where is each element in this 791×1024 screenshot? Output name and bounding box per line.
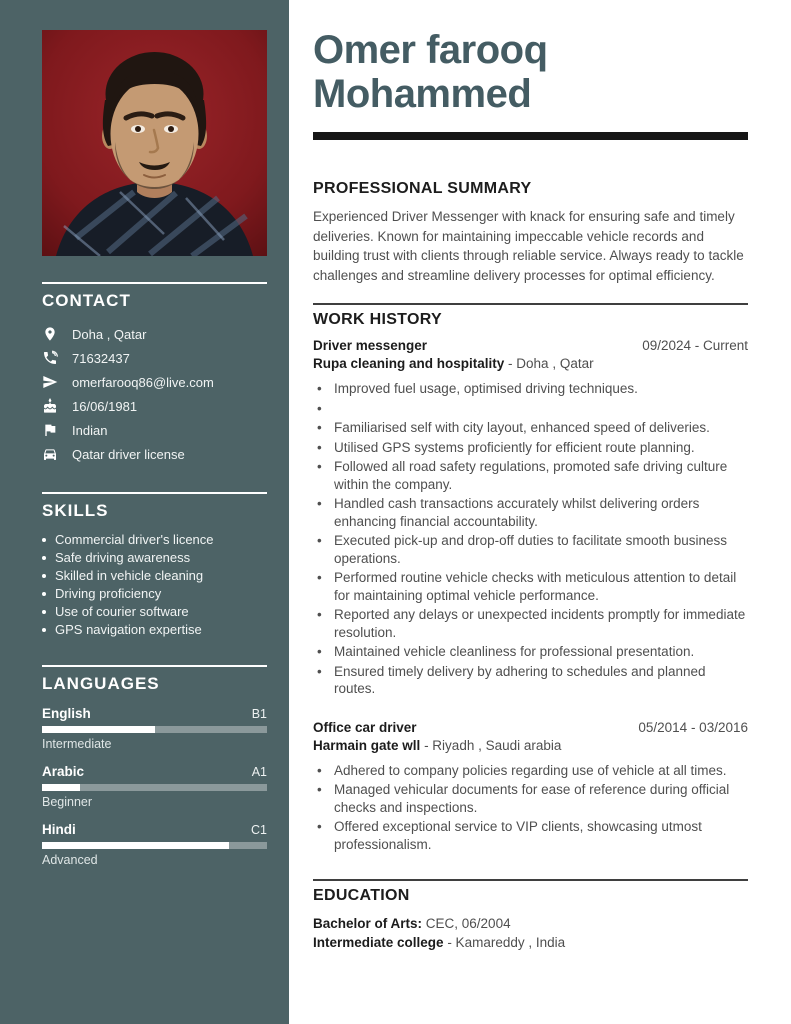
language-entry-arabic <box>42 764 267 809</box>
job-bullet: • Managed vehicular documents for ease of reference during official checks and inspections. <box>317 782 730 815</box>
education-entry <box>313 933 748 952</box>
languages-divider <box>42 665 267 667</box>
summary-text: Experienced Driver Messenger with knack for ensuring safe and timely deliveries. Known for maintaining impeccable vehicle records and building trust with clients through reliable service. Always ready to tackle challenges and streamline delivery processes for optimal efficiency. <box>313 209 744 283</box>
language-proficiency-label: Intermediate <box>42 737 112 751</box>
skill-label: Commercial driver's licence <box>55 532 214 547</box>
skills-list <box>42 531 267 639</box>
job-entry-office-car-driver <box>313 720 748 854</box>
bullet-dot-icon: • <box>317 496 322 511</box>
job-bullet: • Reported any delays or unexpected incidents promptly for immediate resolution. <box>317 607 746 640</box>
bullet-dot-icon: • <box>317 400 322 416</box>
skills-title: SKILLS <box>42 501 109 520</box>
bullet-dot-icon: • <box>317 381 322 396</box>
contact-divider <box>42 282 267 284</box>
education-degree: Intermediate college <box>313 935 444 950</box>
language-level-badge: B1 <box>251 707 267 721</box>
language-name: Arabic <box>42 764 85 779</box>
car-icon <box>42 446 58 462</box>
contact-email-text: omerfarooq86@live.com <box>72 374 214 390</box>
skill-item <box>42 549 267 567</box>
person-name: Omer farooq Mohammed <box>313 28 548 116</box>
job-bullet: • Adhered to company policies regarding use of vehicle at all times. <box>317 762 727 778</box>
bullet-dot-icon <box>42 592 46 596</box>
skill-item <box>42 567 267 585</box>
language-progress-track <box>42 726 267 733</box>
birthday-cake-icon <box>42 398 58 414</box>
contact-location-text: Doha , Qatar <box>72 326 147 342</box>
skill-item <box>42 531 267 549</box>
bullet-dot-icon <box>42 628 46 632</box>
language-entry-english <box>42 706 267 751</box>
education-entries <box>313 914 748 952</box>
profile-photo <box>42 30 267 256</box>
bullet-dot-icon: • <box>317 533 322 548</box>
phone-icon <box>42 350 58 366</box>
job-bullet: • Executed pick-up and drop-off duties to facilitate smooth business operations. <box>317 533 727 566</box>
work-history-title: WORK HISTORY <box>313 311 442 328</box>
job-location: - Doha , Qatar <box>508 356 594 371</box>
bullet-dot-icon: • <box>317 439 322 455</box>
skill-item <box>42 621 267 639</box>
contact-phone-text: 71632437 <box>72 350 130 366</box>
bullet-dot-icon <box>42 574 46 578</box>
contact-item-nationality <box>42 418 267 442</box>
contact-item-email <box>42 370 267 394</box>
contact-section <box>42 282 267 466</box>
language-progress-fill <box>42 842 229 849</box>
skill-label: Driving proficiency <box>55 586 162 601</box>
language-progress-track <box>42 842 267 849</box>
job-bullet: • Utilised GPS systems proficiently for efficient route planning. <box>317 439 695 455</box>
skills-divider <box>42 492 267 494</box>
languages-section <box>42 665 267 867</box>
skill-item <box>42 603 267 621</box>
education-degree: Bachelor of Arts: <box>313 916 423 931</box>
skill-label: Skilled in vehicle cleaning <box>55 568 204 583</box>
job-title: Driver messenger <box>313 338 428 353</box>
bullet-dot-icon: • <box>317 459 322 474</box>
contact-item-license <box>42 442 267 466</box>
education-entry <box>313 914 748 933</box>
bullet-dot-icon: • <box>317 644 322 659</box>
languages-title: LANGUAGES <box>42 674 160 693</box>
main-content <box>313 28 748 952</box>
send-icon <box>42 374 58 390</box>
sidebar <box>0 0 289 1024</box>
skill-label: GPS navigation expertise <box>55 622 202 637</box>
work-history-divider <box>313 303 748 305</box>
languages-list <box>42 706 267 867</box>
language-progress-fill <box>42 784 80 791</box>
contact-title: CONTACT <box>42 291 131 310</box>
job-company: Harmain gate wll <box>313 737 421 753</box>
job-bullet: • Improved fuel usage, optimised driving techniques. <box>317 381 638 396</box>
skill-label: Safe driving awareness <box>55 550 191 565</box>
education-detail: CEC, 06/2004 <box>425 916 511 931</box>
contact-birthdate-text: 16/06/1981 <box>72 398 138 414</box>
language-level-badge: A1 <box>251 765 267 779</box>
bullet-dot-icon: • <box>317 782 322 797</box>
name-underline-bar <box>313 132 748 140</box>
job-bullet-list <box>313 380 748 698</box>
job-title: Office car driver <box>313 719 417 735</box>
bullet-dot-icon: • <box>317 420 322 435</box>
job-bullet-list <box>313 762 748 854</box>
job-bullet: • Ensured timely delivery by adhering to schedules and planned routes. <box>317 663 706 696</box>
bullet-dot-icon: • <box>317 663 322 679</box>
education-title: EDUCATION <box>313 887 410 904</box>
contact-item-location <box>42 322 267 346</box>
bullet-dot-icon: • <box>317 607 322 622</box>
language-progress-fill <box>42 726 155 733</box>
contact-nationality-text: Indian <box>72 422 108 438</box>
job-bullet: • Maintained vehicle cleanliness for professional presentation. <box>317 644 695 659</box>
language-entry-hindi <box>42 822 267 867</box>
skill-item <box>42 585 267 603</box>
language-progress-track <box>42 784 267 791</box>
job-location: - Riyadh , Saudi arabia <box>424 737 562 753</box>
education-detail: - Kamareddy , India <box>447 935 566 950</box>
job-bullet: • Familiarised self with city layout, enhanced speed of deliveries. <box>317 420 710 435</box>
bullet-dot-icon <box>42 610 46 614</box>
job-bullet: • Followed all road safety regulations, promoted safe driving culture within the company. <box>317 459 728 492</box>
education-divider <box>313 879 748 881</box>
education-section <box>313 879 748 952</box>
language-name: English <box>42 706 91 721</box>
job-entry-driver-messenger <box>313 338 748 698</box>
flag-icon <box>42 422 58 438</box>
skill-label: Use of courier software <box>55 604 189 619</box>
job-dates: 05/2014 - 03/2016 <box>638 719 748 735</box>
summary-title: PROFESSIONAL SUMMARY <box>313 180 532 197</box>
language-name: Hindi <box>42 822 76 837</box>
professional-summary-section <box>313 180 748 285</box>
bullet-dot-icon <box>42 556 46 560</box>
contact-list <box>42 322 267 466</box>
job-company: Rupa cleaning and hospitality <box>313 356 505 371</box>
skills-section <box>42 492 267 639</box>
job-bullet: • Offered exceptional service to VIP clients, showcasing utmost professionalism. <box>317 819 702 852</box>
bullet-dot-icon <box>42 538 46 542</box>
contact-item-phone <box>42 346 267 370</box>
bullet-dot-icon: • <box>317 570 322 585</box>
contact-license-text: Qatar driver license <box>72 446 185 462</box>
bullet-dot-icon: • <box>317 762 322 778</box>
job-dates: 09/2024 - Current <box>642 338 748 353</box>
job-bullet: • Handled cash transactions accurately whilst delivering orders enhancing financial accountability. <box>317 496 700 529</box>
location-pin-icon <box>42 326 58 342</box>
contact-item-birthdate <box>42 394 267 418</box>
language-proficiency-label: Beginner <box>42 795 93 809</box>
bullet-dot-icon: • <box>317 819 322 834</box>
language-proficiency-label: Advanced <box>42 853 98 867</box>
language-level-badge: C1 <box>251 823 267 837</box>
work-history-section <box>313 303 748 853</box>
job-bullet <box>313 400 748 418</box>
job-bullet: • Performed routine vehicle checks with meticulous attention to detail for maintaining optimal vehicle performance. <box>317 570 737 603</box>
